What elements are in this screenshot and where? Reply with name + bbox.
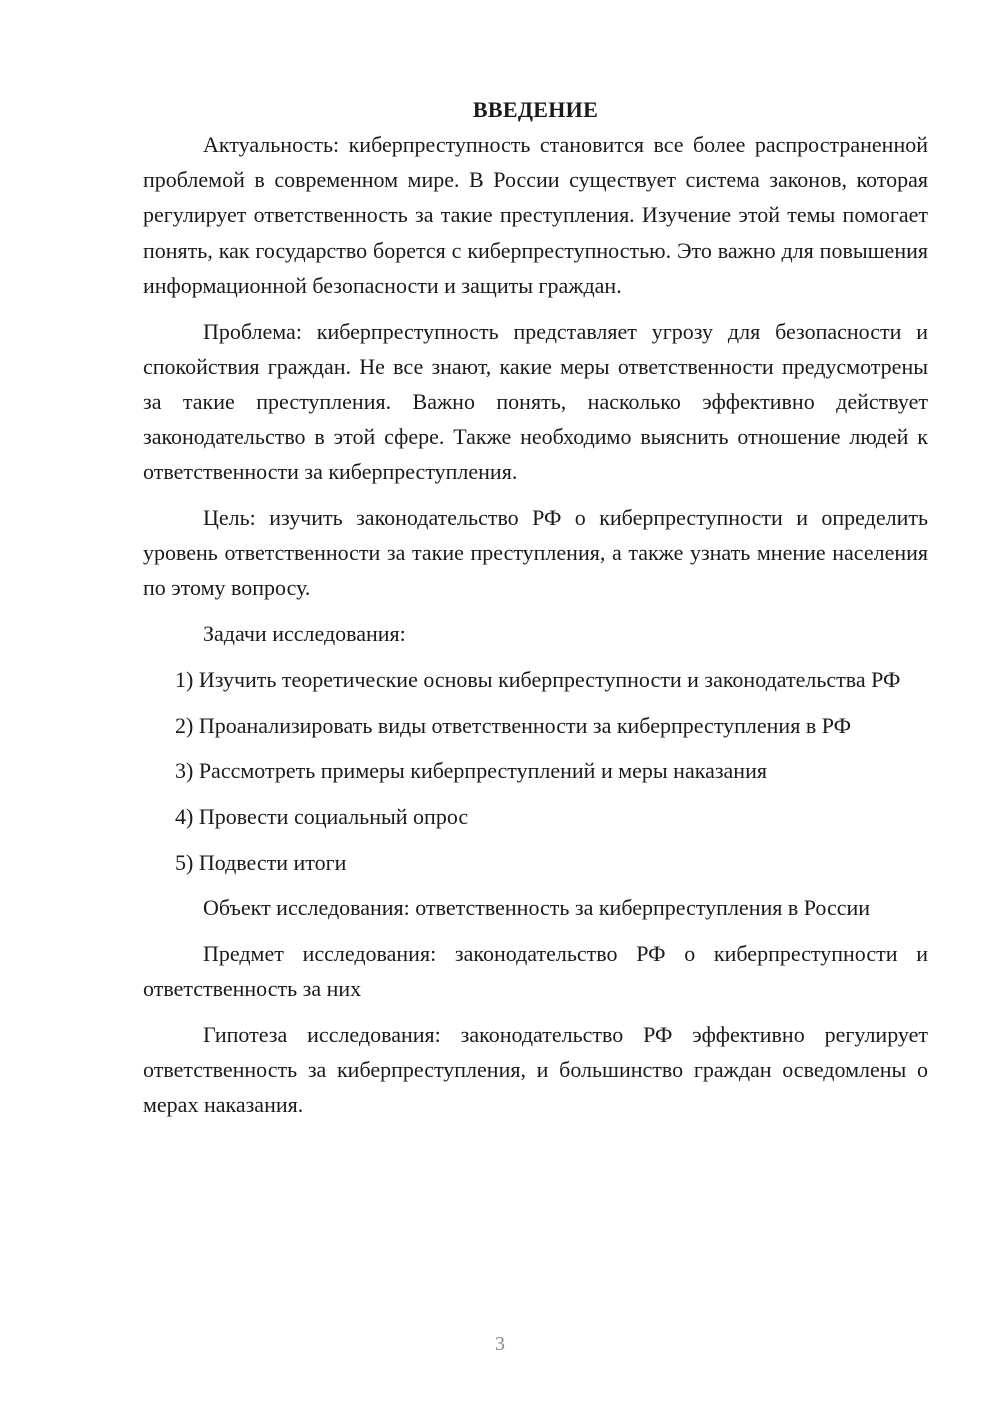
goal-paragraph: Цель: изучить законодательство РФ о киберпреступности и определить уровень ответственности за такие преступления, а также узнать мнение населения по этому вопросу. [143, 505, 928, 601]
relevance-paragraph: Актуальность: киберпреступность становится все более распространенной проблемой в современном мире. В России существует система законов, которая регулирует ответственность за такие преступления. Изучение этой темы помогает понять, как государство борется с киберпреступностью. Это важно для повышения информационной безопасности и защиты граждан. [143, 132, 928, 298]
task-item-1: 1) Изучить теоретические основы киберпреступности и законодательства РФ [175, 666, 901, 692]
document-page [143, 92, 928, 1133]
task-item-2: 2) Проанализировать виды ответственности за киберпреступления в РФ [175, 712, 851, 738]
subject-paragraph: Предмет исследования: законодательство РФ о киберпреступности и ответственность за них [143, 941, 928, 1002]
tasks-heading: Задачи исследования: [203, 621, 406, 647]
problem-paragraph: Проблема: киберпреступность представляет угрозу для безопасности и спокойствия граждан. Не все знают, какие меры ответственности предусмотрены за такие преступления. Важно понять, насколько эффективно действует законодательство в этой сфере. Также необходимо выяснить отношение людей к ответственности за киберпреступления. [143, 318, 928, 485]
task-item-4: 4) Провести социальный опрос [175, 803, 469, 829]
task-item-5: 5) Подвести итоги [175, 849, 347, 875]
page-number: 3 [495, 1333, 505, 1355]
task-item-3: 3) Рассмотреть примеры киберпреступлений и меры наказания [175, 758, 767, 784]
object-paragraph: Объект исследования: ответственность за киберпреступления в России [203, 895, 871, 921]
hypothesis-paragraph: Гипотеза исследования: законодательство РФ эффективно регулирует ответственность за киберпреступления, и большинство граждан осведомлены о мерах наказания. [143, 1021, 928, 1118]
section-title: ВВЕДЕНИЕ [472, 97, 599, 122]
